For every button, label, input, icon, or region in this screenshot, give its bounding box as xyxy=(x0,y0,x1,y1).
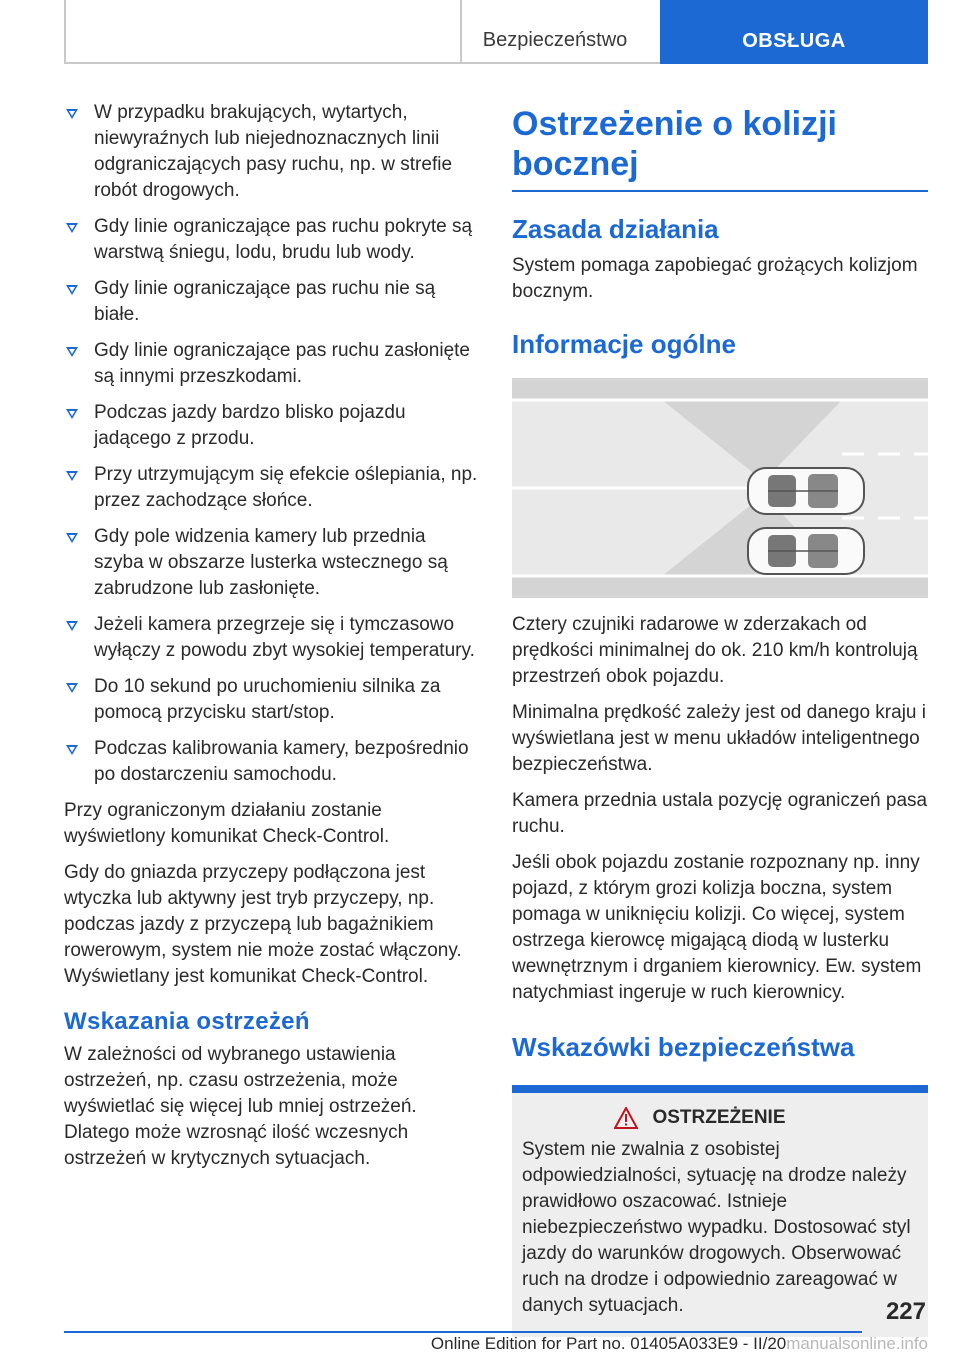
warning-triangle-icon xyxy=(614,1107,638,1129)
list-item: W przypadku brakujących, wytartych, niewyraźnych lub niejednoznacznych linii odgraniczających pasy ruchu, np. w strefie robót drogowych. xyxy=(64,100,478,204)
check-control-paragraph: Przy ograniczonym działaniu zostanie wyświetlony komunikat Check-Control. xyxy=(64,800,390,847)
watermark: manualsonline.info xyxy=(786,1334,928,1353)
limitations-list xyxy=(64,100,478,788)
car-top-icon xyxy=(748,528,864,574)
list-item: Podczas jazdy bardzo blisko pojazdu jadącego z przodu. xyxy=(64,400,478,452)
triangle-bullet-icon xyxy=(66,285,78,295)
header-chapter-tab[interactable]: OBSŁUGA xyxy=(660,0,928,64)
list-item: Przy utrzymującym się efekcie oślepiania, np. przez zachodzące słońce. xyxy=(64,462,478,514)
triangle-bullet-icon xyxy=(66,683,78,693)
triangle-bullet-icon xyxy=(66,533,78,543)
triangle-bullet-icon xyxy=(66,409,78,419)
page-title: Ostrzeżenie o kolizji bocznej xyxy=(512,104,928,192)
footer xyxy=(64,1334,928,1354)
list-item: Jeżeli kamera przegrzeje się i tymczasowo wyłączy z powodu zbyt wysokiej temperatury. xyxy=(64,612,478,664)
triangle-bullet-icon xyxy=(66,621,78,631)
triangle-bullet-icon xyxy=(66,745,78,755)
radar-paragraph: Cztery czujniki radarowe w zderzakach od prędkości minimalnej do ok. 210 km/h kontrolują przestrzeń obok pojazdu. xyxy=(512,614,918,687)
page-number: 227 xyxy=(885,1298,926,1325)
list-item: Do 10 sekund po uruchomieniu silnika za pomocą przycisku start/stop. xyxy=(64,674,478,726)
camera-paragraph: Kamera przednia ustala pozycję ograniczeń pasa ruchu. xyxy=(512,790,928,837)
list-item: Gdy linie ograniczające pas ruchu zasłonięte są innymi przeszkodami. xyxy=(64,338,478,390)
triangle-bullet-icon xyxy=(66,109,78,119)
triangle-bullet-icon xyxy=(66,471,78,481)
warnings-heading: Wskazania ostrzeżeń xyxy=(64,1008,310,1035)
min-speed-paragraph: Minimalna prędkość zależy jest od danego kraju i wyświetlana jest w menu układów inteligentnego bezpieczeństwa. xyxy=(512,702,926,775)
warning-text: System nie zwalnia z osobistej odpowiedzialności, sytuację na drodze należy prawidłowo oszacować. Istnieje niebezpieczeństwo wypadku. Dostosować styl jazdy do warunków drogowych. Obserwować ruch na drodze i odpowiednio zareagować w danych sytuacjach. xyxy=(522,1139,911,1316)
principle-heading: Zasada działania xyxy=(512,214,719,244)
right-column xyxy=(512,104,928,1337)
general-info-heading: Informacje ogólne xyxy=(512,329,736,359)
list-item: Gdy linie ograniczające pas ruchu pokryte są warstwą śniegu, lodu, brudu lub wody. xyxy=(64,214,478,266)
list-item: Gdy pole widzenia kamery lub przednia szyba w obszarze lusterka wstecznego są zabrudzone lub zasłonięte. xyxy=(64,524,478,602)
safety-heading: Wskazówki bezpieczeństwa xyxy=(512,1032,855,1062)
warning-box xyxy=(512,1085,928,1337)
triangle-bullet-icon xyxy=(66,223,78,233)
edition-text: Online Edition for Part no. 01405A033E9 - II/20 xyxy=(430,1334,787,1353)
car-top-icon xyxy=(748,468,864,514)
principle-paragraph: System pomaga zapobiegać grożących kolizjom bocznym. xyxy=(512,255,918,302)
list-item: Podczas kalibrowania kamery, bezpośrednio po dostarczeniu samochodu. xyxy=(64,736,478,788)
header-section-title: Bezpieczeństwo xyxy=(460,0,648,64)
warning-header xyxy=(522,1107,878,1129)
warnings-paragraph: W zależności od wybranego ustawienia ostrzeżeń, np. czasu ostrzeżenia, może wyświetlać się więcej lub mniej ostrzeżeń. Dlatego może wzrosnąć ilość wczesnych ostrzeżeń w krytycznych sytuacjach. xyxy=(64,1044,417,1169)
assist-paragraph: Jeśli obok pojazdu zostanie rozpoznany np. inny pojazd, z którym grozi kolizja boczna, system pomaga w uniknięciu kolizji. Co więcej, system ostrzega kierowcę migającą diodą w lusterku wewnętrznym i drganiem kierownicy. Ew. system natychmiast ingeruje w ruch kierownicy. xyxy=(512,852,922,1003)
triangle-bullet-icon xyxy=(66,347,78,357)
side-collision-illustration xyxy=(512,378,928,598)
list-item: Gdy linie ograniczające pas ruchu nie są białe. xyxy=(64,276,478,328)
footer-rule xyxy=(64,1331,862,1333)
left-column xyxy=(64,100,478,1182)
trailer-paragraph: Gdy do gniazda przyczepy podłączona jest wtyczka lub aktywny jest tryb przyczepy, np. podczas jazdy z przyczepą lub bagażnikiem rowerowym, system nie może zostać włączony. Wyświetlany jest komunikat Check-Control. xyxy=(64,862,462,987)
warning-label: OSTRZEŻENIE xyxy=(652,1107,786,1128)
